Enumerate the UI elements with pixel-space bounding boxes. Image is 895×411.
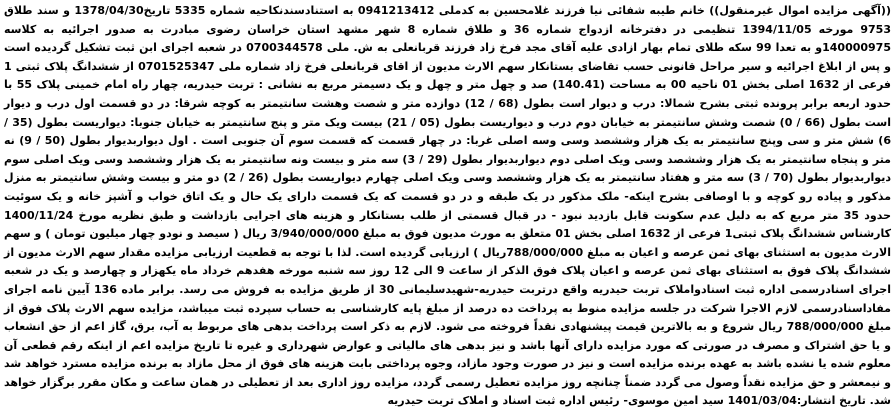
auction-notice-text: ((آگهی مزایده اموال غیرمنقول)) خانم طیبه شفائی نیا فرزند غلامحسین به کدملی 0941213412 به استنادسندنکاحیه شماره 5335 تاریخ1378/04/30 و سند طلاق 9753 مورخه 1394/11/05 تنظیمی در دفترخانه ازدواج شماره 36 و طلاق شماره 8 شهر مشهد استان خراسان رضوی مبادرت به صدور اجرائیه به کلاسه 140000975و به تعدا 99 سکه طلای تمام بهار ازادی علیه آقای مجد فرخ زاد فرزند قربانعلی به ش. ملی 0700344578 در شعبه اجرای ابن ثبت تشکیل گردیده است و پس از ابلاغ اجرائیه و سیر مراحل قانونی حسب تقاضای بستانکار سهم الارث مدیون از اقای قربانعلی فرخ زاد شماره ملی 0701525347 از ششدانگ پلاک ثبتی 1 فرعی از 1632 اصلی بخش 01 ناحیه 00 به مساحت (140.41) صد و چهل متر و چهل و یک دسیمتر مربع به نشانی : تربت حیدریه، چهار راه امام خمینی پلاک 55 با حدود اربعه برابر پرونده ثبتی بشرح شمالا: درب و دیوار است بطول (68 / 12) دوازده متر و شصت وهشت سانتیمتر به کوچه شرقا: در دو قسمت اول درب و دیوار است بطول (66 / 0) شصت وشش سانتیمتر به خیابان دوم درب و دیواریست بطول (05 / 21) بیست ویک متر و پنج سانتیمتر به خیابان جنوبا: دیواریست بطول (35 / 6) شش متر و سی وپنج سانتیمتر به یک هزار وششصد وسی وسه اصلی غربا: در چهار قسمت که قسمت سوم آن جنوبی است . اول دیواربدیوار بطول (50 / 9) نه متر و پنجاه سانتیمتر به یک هزار وششصد وسی ویک اصلی دوم دیواربدیوار بطول (29 / 3) سه متر و بیست ونه سانتیمتر به یک هزار وششصد وسی ویک اصلی سوم دیواربدیوار بطول (70 / 3) سه متر و هفتاد سانتیمتر به یک هزار وششصد وسی ویک اصلی چهارم دیواریست بطول (26 / 2) دو متر و بیست وشش سانتیمتر به منزل مذکور و پیاده رو کوچه و با اوصافی بشرح اینکه- ملک مذکور در یک طبقه و در دو قسمت که یک قسمت دارای یک حال و یک اتاق خواب و آشپز خانه و یک سوئیت حدود 35 متر مربع که به دلیل عدم سکونت قابل بازدید نبود - در قبال قسمتی از طلب بستانکار و هزینه های اجرایی بازداشت و طبق نظریه مورخ 1400/11/24 کارشناس ششدانگ پلاک ثبتی1 فرعی از 1632 اصلی بخش 01 متعلق به مورث مدیون فوق به مبلغ 3/940/000/000 ریال ( سیصد و نودو چهار میلیون تومان ) و سهم الارث مدیون به استثنای بهای ثمن عرصه و اعیان به مبلغ 788/000/000ریال ) ارزیابی گردیده است. لذا با توجه به قطعیت ارزیابی مزایده مقدار سهم الارث مدیون از ششدانگ پلاک فوق به استثنای بهای ثمن عرصه و اعیان پلاک فوق الذکر از ساعت 9 الی 12 روز سه شنبه مورخه هفدهم خرداد ماه یکهزار و چهارصد و یک در شعبه اجرای اسنادرسمی اداره ثبت اسنادواملاک تربت حیدریه واقع درتربت حیدریه-شهیدسلیمانی 30 از طریق مزایده به فروش می رسد. برابر ماده 136 آیین نامه اجرای مفاداسنادرسمی لازم الاجرا شرکت در جلسه مزایده منوط به پرداخت ده درصد از مبلغ پایه کارشناسی به حساب سپرده ثبت میباشد، مزایده سهم الارث پلاک فوق از مبلغ 788/000/000 ریال شروع و به بالاترین قیمت پیشنهادی نقداً فروخته می شود. لازم به ذکر است پرداخت بدهی های مربوط به آب، برق، گاز اعم از حق انشعاب و یا حق اشتراک و مصرف در صورتی که مورد مزایده دارای آنها باشد و نیز بدهی های مالیاتی و عوارض شهرداری و غیره تا تاریخ مزایده اعم از اینکه رقم قطعی آن معلوم شده یا نشده باشد به عهده برنده مزایده است و نیز در صورت وجود مازاد، وجوه پرداختی بابت هزینه های فوق از محل مازاد به برنده مزایده مسترد خواهد شد و نیمعشر و حق مزایده نقداً وصول می گردد ضمناً چنانچه روز مزایده تعطیل رسمی گردد، مزایده روز اداری بعد از تعطیلی در همان ساعت و مکان مقرر برگزار خواهد شد. تاریخ انتشار:1401/03/04 سید امین موسوی- رئیس اداره ثبت اسناد و املاک تربت حیدریه: [4, 4, 892, 408]
